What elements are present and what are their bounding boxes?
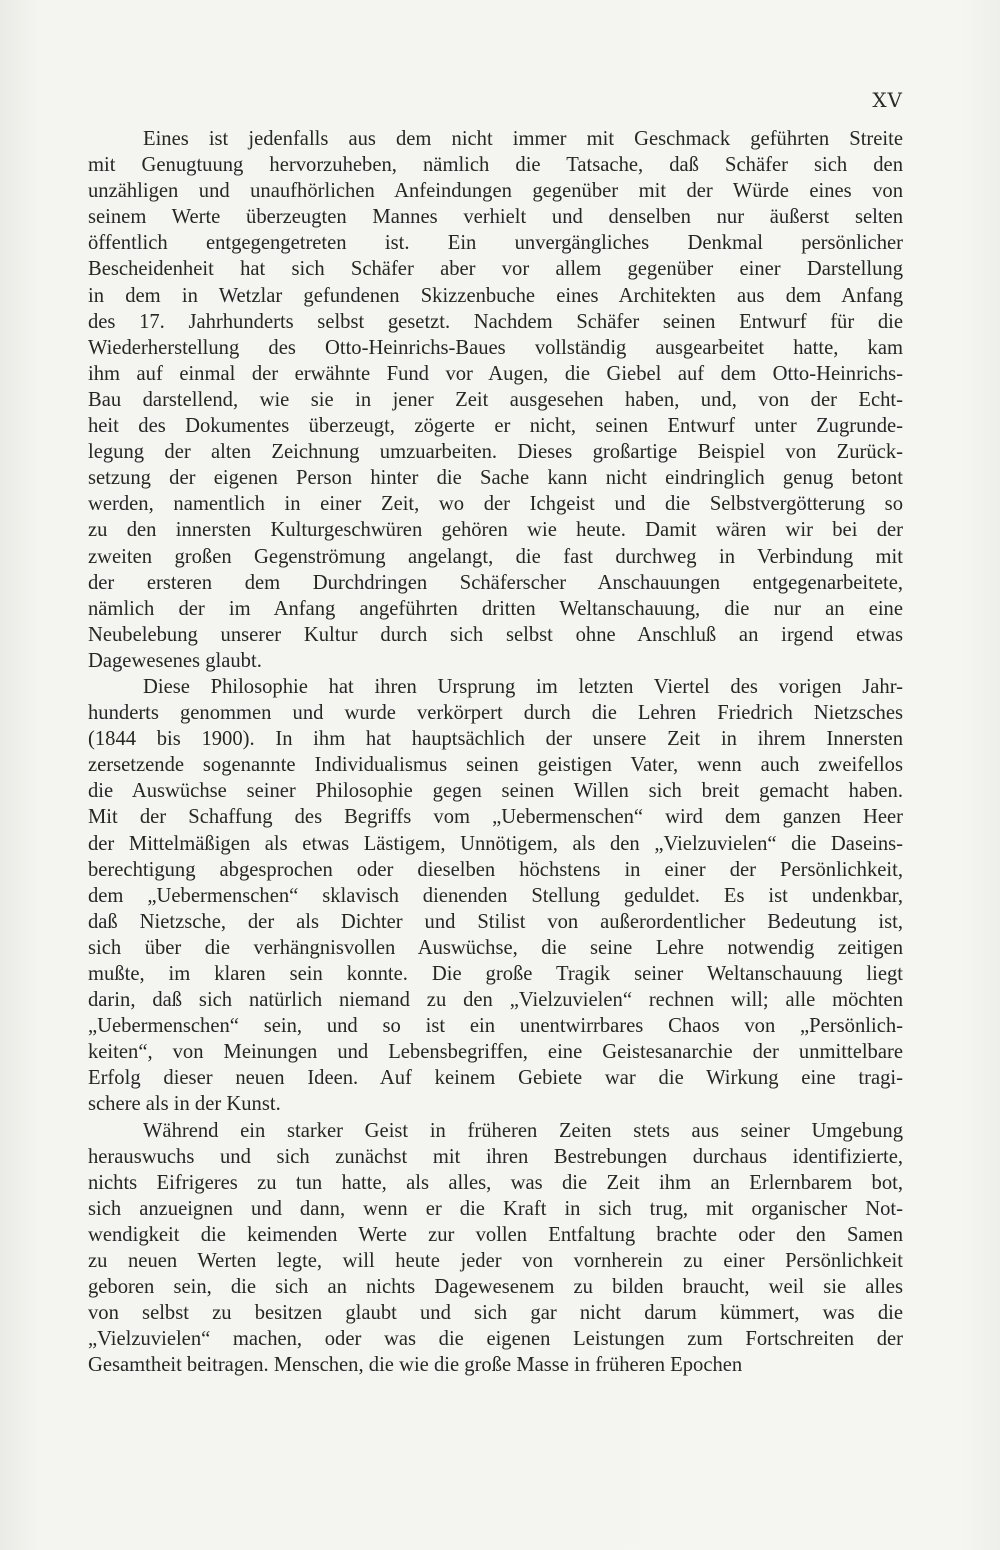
text-line: zweiten großen Gegenströmung angelangt, die fast durchweg in Verbindung mit: [88, 545, 903, 568]
text-line: Während ein starker Geist in früheren Zeiten stets aus seiner Umgebung: [143, 1119, 903, 1142]
text-line: seinem Werte überzeugten Mannes verhielt und denselben nur äußerst selten: [88, 206, 903, 229]
text-line: heit des Dokumentes überzeugt, zögerte er nicht, seinen Entwurf unter Zugrunde-: [88, 415, 903, 438]
text-line: ihm auf einmal der erwähnte Fund vor Augen, die Giebel auf dem Otto-Heinrichs-: [88, 362, 903, 385]
text-line: berechtigung abgesprochen oder dieselben höchstens in einer der Persönlichkeit,: [88, 858, 903, 881]
text-line: die Auswüchse seiner Philosophie gegen seinen Willen sich breit gemacht haben.: [88, 780, 903, 803]
text-line: herauswuchs und sich zunächst mit ihren Bestrebungen durchaus identifizierte,: [88, 1145, 903, 1168]
text-line: nichts Eifrigeres zu tun hatte, als alles, was die Zeit ihm an Erlernbarem bot,: [88, 1171, 903, 1194]
text-line: wendigkeit die keimenden Werte zur vollen Entfaltung brachte oder den Samen: [88, 1223, 903, 1246]
text-line: dem „Uebermenschen“ sklavisch dienenden Stellung geduldet. Es ist undenkbar,: [88, 884, 903, 907]
text-line: unzähligen und unaufhörlichen Anfeindungen gegenüber mit der Würde eines von: [88, 180, 903, 203]
text-line: Eines ist jedenfalls aus dem nicht immer mit Geschmack geführten Streite: [143, 128, 903, 150]
text-line: Dagewesenes glaubt.: [88, 649, 262, 672]
text-line: mit Genugtuung hervorzuheben, nämlich die Tatsache, daß Schäfer sich den: [88, 154, 903, 177]
text-line: sich anzueignen und dann, wenn er die Kraft in sich trug, mit organischer Not-: [88, 1197, 903, 1220]
page-number: XV: [872, 88, 903, 112]
text-line: Gesamtheit beitragen. Menschen, die wie die große Masse in früheren Epochen: [88, 1354, 743, 1377]
text-line: Wiederherstellung des Otto-Heinrichs-Baues vollständig ausgearbeitet hatte, kam: [88, 336, 903, 359]
text-line: schere als in der Kunst.: [88, 1093, 281, 1116]
paragraph: [88, 126, 903, 674]
text-line: des 17. Jahrhunderts selbst gesetzt. Nachdem Schäfer seinen Entwurf für die: [88, 310, 903, 333]
text-line: Mit der Schaffung des Begriffs vom „Uebermenschen“ wird dem ganzen Heer: [88, 806, 903, 829]
text-line: sich über die verhängnisvollen Auswüchse, die seine Lehre notwendig zeitigen: [88, 936, 903, 959]
text-line: zu den innersten Kulturgeschwüren gehören wie heute. Damit wären wir bei der: [88, 519, 903, 542]
text-line: Diese Philosophie hat ihren Ursprung im letzten Viertel des vorigen Jahr-: [143, 675, 903, 698]
text-line: der ersteren dem Durchdringen Schäferscher Anschauungen entgegenarbeitete,: [88, 571, 903, 594]
text-line: Neubelebung unserer Kultur durch sich selbst ohne Anschluß an irgend etwas: [88, 623, 903, 646]
text-line: öffentlich entgegengetreten ist. Ein unvergängliches Denkmal persönlicher: [88, 232, 903, 255]
text-line: Erfolg dieser neuen Ideen. Auf keinem Gebiete war die Wirkung eine tragi-: [88, 1067, 903, 1090]
paragraph: [88, 674, 903, 1118]
text-line: hunderts genommen und wurde verkörpert durch die Lehren Friedrich Nietzsches: [88, 702, 903, 725]
text-line: „Vielzuvielen“ machen, oder was die eigenen Leistungen zum Fortschreiten der: [88, 1328, 903, 1351]
text-line: Bau darstellend, wie sie in jener Zeit ausgesehen haben, und, von der Echt-: [88, 388, 903, 411]
body-text: [88, 126, 903, 1379]
text-line: der Mittelmäßigen als etwas Lästigem, Unnötigem, als den „Vielzuvielen“ die Daseins-: [88, 832, 903, 855]
text-line: zu neuen Werten legte, will heute jeder von vornherein zu einer Persönlichkeit: [88, 1250, 903, 1273]
text-line: werden, namentlich in einer Zeit, wo der Ichgeist und die Selbstvergötterung so: [88, 493, 903, 516]
text-line: setzung der eigenen Person hinter die Sache kann nicht eindringlich genug betont: [88, 467, 903, 490]
text-line: „Uebermenschen“ sein, und so ist ein unentwirrbares Chaos von „Persönlich-: [88, 1015, 903, 1038]
text-line: daß Nietzsche, der als Dichter und Stilist von außerordentlicher Bedeutung ist,: [88, 910, 903, 933]
text-line: geboren sein, die sich an nichts Dagewesenem zu bilden braucht, weil sie alles: [88, 1276, 903, 1299]
text-line: in dem in Wetzlar gefundenen Skizzenbuche eines Architekten aus dem Anfang: [88, 284, 903, 307]
text-line: mußte, im klaren sein konnte. Die große Tragik seiner Weltanschauung liegt: [88, 963, 903, 985]
text-line: (1844 bis 1900). In ihm hat hauptsächlich der unsere Zeit in ihrem Innersten: [88, 728, 903, 751]
text-line: legung der alten Zeichnung umzuarbeiten. Dieses großartige Beispiel von Zurück-: [88, 441, 903, 464]
paragraph: [88, 1118, 903, 1379]
text-line: von selbst zu besitzen glaubt und sich gar nicht darum kümmert, was die: [88, 1302, 903, 1325]
text-line: zersetzende sogenannte Individualismus seinen geistigen Vater, wenn auch zweifellos: [88, 754, 903, 777]
text-line: darin, daß sich natürlich niemand zu den „Vielzuvielen“ rechnen will; alle möchten: [88, 989, 903, 1012]
text-line: Bescheidenheit hat sich Schäfer aber vor allem gegenüber einer Darstellung: [88, 258, 903, 281]
text-line: nämlich der im Anfang angeführten dritten Weltanschauung, die nur an eine: [88, 597, 903, 620]
text-line: keiten“, von Meinungen und Lebensbegriffen, eine Geistesanarchie der unmittelbare: [88, 1041, 903, 1064]
